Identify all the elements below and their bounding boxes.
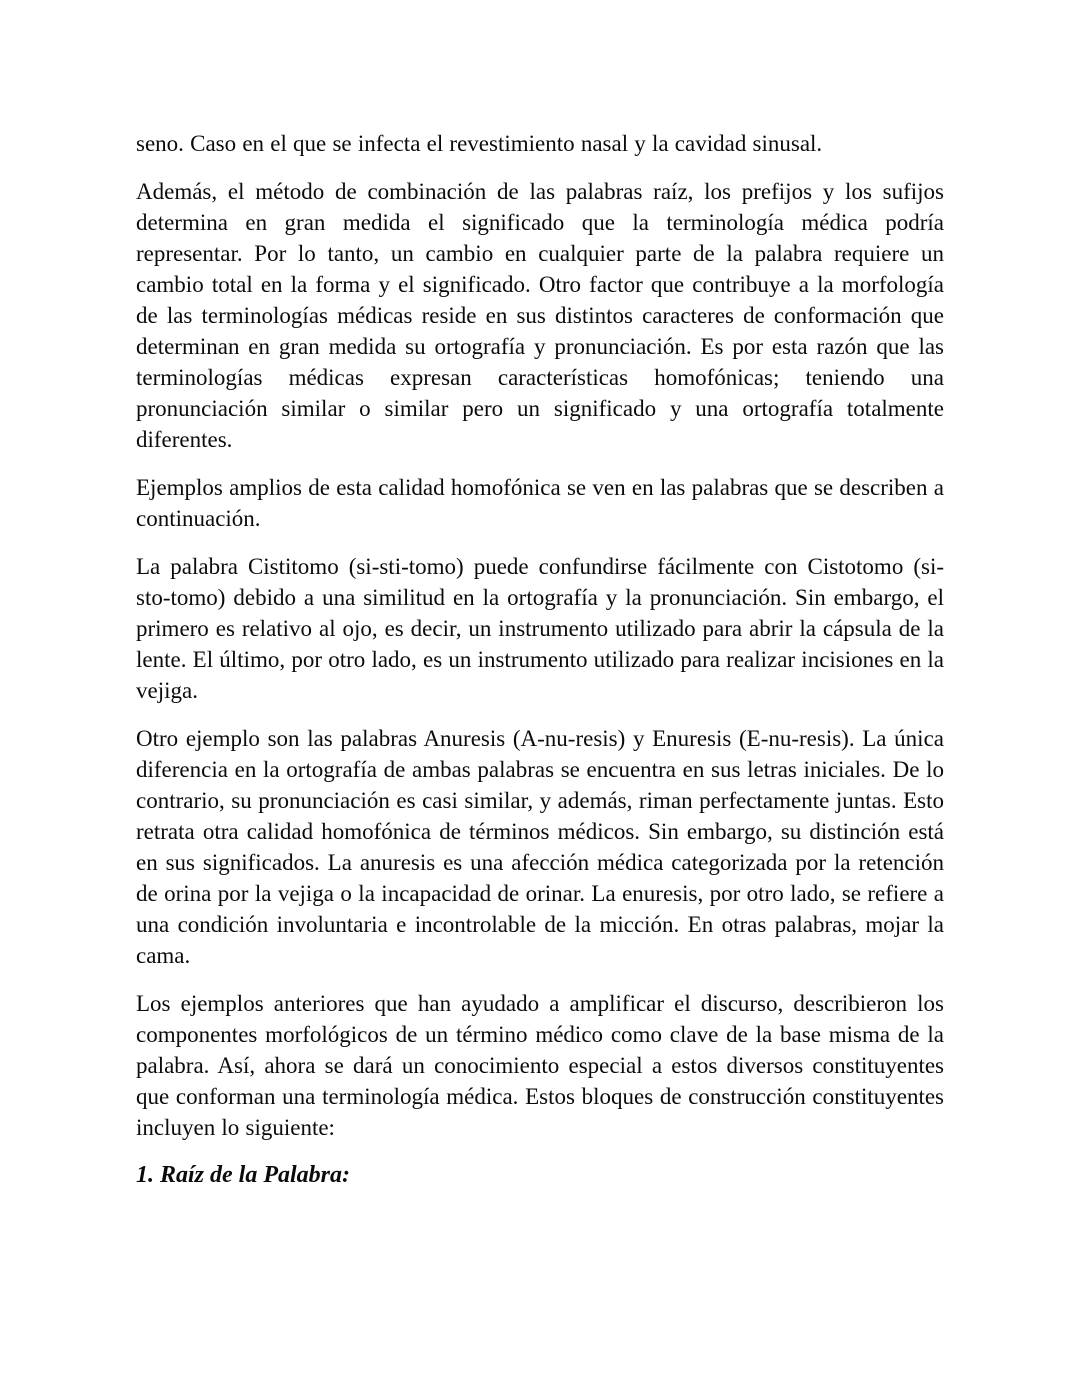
paragraph-ejemplos-amplios: Ejemplos amplios de esta calidad homofónica se ven en las palabras que se describen a continuación. [136,475,944,531]
paragraph-anuresis-enuresis: Otro ejemplo son las palabras Anuresis (A-nu-resis) y Enuresis (E-nu-resis). La única diferencia en la ortografía de ambas palabras se encuentra en sus letras iniciales. De lo contrario, su pronunciación es casi similar, y además, riman perfectamente juntas. Esto retrata otra calidad homofónica de términos médicos. Sin embargo, su distinción está en sus significados. La anuresis es una afección médica categorizada por la retención de orina por la vejiga o la incapacidad de orinar. La enuresis, por otro lado, se refiere a una condición involuntaria e incontrolable de la micción. En otras palabras, mojar la cama. [136,726,944,968]
paragraph-cistitomo-cistotomo: La palabra Cistitomo (si-sti-tomo) puede confundirse fácilmente con Cistotomo (si-sto-tomo) debido a una similitud en la ortografía y la pronunciación. Sin embargo, el primero es relativo al ojo, es decir, un instrumento utilizado para abrir la cápsula de la lente. El último, por otro lado, es un instrumento utilizado para realizar incisiones en la vejiga. [136,554,945,703]
section-heading-raiz-de-la-palabra: 1. Raíz de la Palabra: [136,1162,350,1188]
paragraph-metodo-combinacion: Además, el método de combinación de las palabras raíz, los prefijos y los sufijos determina en gran medida el significado que la terminología médica podría representar. Por lo tanto, un cambio en cualquier parte de la palabra requiere un cambio total en la forma y el significado. Otro factor que contribuye a la morfología de las terminologías médicas reside en sus distintos caracteres de conformación que determinan en gran medida su ortografía y pronunciación. Es por esta razón que las terminologías médicas expresan características homofónicas; teniendo una pronunciación similar o similar pero un significado y una ortografía totalmente diferentes. [136,179,944,452]
paragraph-sinusal: seno. Caso en el que se infecta el revestimiento nasal y la cavidad sinusal. [136,131,823,156]
paragraph-ejemplos-anteriores: Los ejemplos anteriores que han ayudado a amplificar el discurso, describieron los componentes morfológicos de un término médico como clave de la base misma de la palabra. Así, ahora se dará un conocimiento especial a estos diversos constituyentes que conforman una terminología médica. Estos bloques de construcción constituyentes incluyen lo siguiente: [136,991,944,1140]
